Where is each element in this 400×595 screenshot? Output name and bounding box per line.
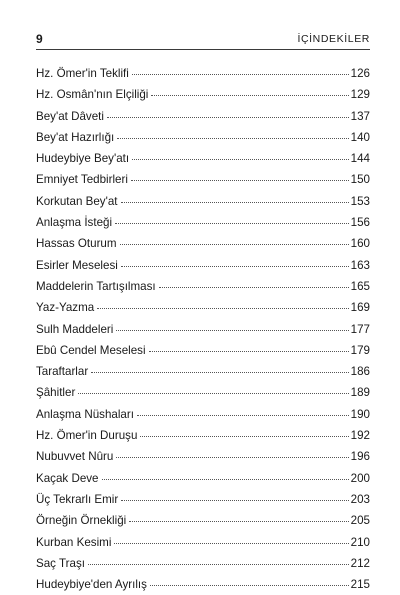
- toc-entry-page: 150: [350, 173, 370, 187]
- toc-entry-title: Anlaşma İsteği: [36, 216, 113, 230]
- toc-entry-page: 205: [350, 514, 370, 528]
- toc-entry: [36, 297, 370, 318]
- toc-dot-leader: [137, 415, 349, 416]
- toc-dot-leader: [121, 266, 349, 267]
- toc-entry-page: 196: [350, 450, 370, 464]
- toc-entry-title: Üç Tekrarlı Emir: [36, 492, 119, 506]
- toc-entry-page: 126: [350, 67, 370, 80]
- section-title: İÇİNDEKİLER: [297, 33, 370, 45]
- toc-entry-page: 165: [350, 279, 370, 293]
- toc-entry-title: Ebû Cendel Meselesi: [36, 343, 146, 357]
- toc-entry-title: Korkutan Bey'at: [36, 194, 118, 208]
- toc-dot-leader: [120, 244, 349, 245]
- toc-entry-title: Yaz-Yazma: [36, 301, 95, 315]
- toc-entry-title: Hudeybiye'den Ayrılış: [36, 578, 147, 592]
- toc-dot-leader: [150, 585, 349, 586]
- toc-entry-page: 156: [350, 216, 370, 230]
- toc-entry-page: 160: [350, 237, 370, 251]
- toc-entry-title: Taraftarlar: [36, 365, 89, 379]
- toc-entry-page: 215: [350, 578, 370, 592]
- toc-dot-leader: [131, 180, 349, 181]
- toc-entry-page: 212: [350, 556, 370, 570]
- toc-entry-title: Esirler Meselesi: [36, 258, 118, 272]
- toc-entry-page: 137: [350, 109, 370, 123]
- toc-entry-title: Nubuvvet Nûru: [36, 450, 114, 464]
- toc-dot-leader: [78, 393, 348, 394]
- toc-entry-page: 192: [350, 429, 370, 443]
- toc-entry-page: 189: [350, 386, 370, 400]
- toc-entry-title: Bey'at Hazırlığı: [36, 130, 115, 144]
- toc-dot-leader: [91, 372, 348, 373]
- toc-entry: [36, 127, 370, 148]
- toc-dot-leader: [159, 287, 349, 288]
- toc-entry: [36, 276, 370, 297]
- toc-entry-title: Anlaşma Nüshaları: [36, 407, 134, 421]
- toc-entry: [36, 212, 370, 233]
- toc-entry-title: Hassas Oturum: [36, 237, 117, 251]
- toc-dot-leader: [140, 436, 348, 437]
- toc-dot-leader: [97, 308, 348, 309]
- toc-entry: [36, 404, 370, 425]
- toc-entry: [36, 63, 370, 84]
- toc-dot-leader: [107, 117, 349, 118]
- toc-entry-title: Hudeybiye Bey'atı: [36, 152, 130, 166]
- toc-entry: [36, 382, 370, 403]
- toc-entry-page: 203: [350, 492, 370, 506]
- toc-dot-leader: [116, 330, 348, 331]
- toc-entry: [36, 84, 370, 105]
- toc-entry: [36, 340, 370, 361]
- toc-entry-title: Hz. Ömer'in Duruşu: [36, 429, 138, 443]
- toc-entry-title: Saç Traşı: [36, 556, 85, 570]
- toc-entry-title: Sulh Maddeleri: [36, 322, 114, 336]
- toc-entry-title: Hz. Osmân'nın Elçiliği: [36, 88, 149, 102]
- toc-entry-title: Örneğin Örnekliği: [36, 514, 127, 528]
- toc-entry-page: 144: [350, 152, 370, 166]
- toc-entry: [36, 361, 370, 382]
- toc-entry-page: 179: [350, 343, 370, 357]
- toc-entry: [36, 574, 370, 595]
- toc-entry-page: 129: [350, 88, 370, 102]
- toc-dot-leader: [114, 543, 348, 544]
- toc-entry: [36, 169, 370, 190]
- toc-entry: [36, 233, 370, 254]
- toc-entry-title: Kurban Kesimi: [36, 535, 112, 549]
- toc-entry-title: Kaçak Deve: [36, 471, 99, 485]
- toc-entry-title: Şâhitler: [36, 386, 76, 400]
- toc-entry: [36, 468, 370, 489]
- page-header: [36, 31, 370, 50]
- toc-dot-leader: [132, 74, 349, 75]
- toc-entry-title: Hz. Ömer'in Teklifi: [36, 67, 129, 80]
- toc-entry-page: 169: [350, 301, 370, 315]
- toc-entry-title: Bey'at Dâveti: [36, 109, 104, 123]
- toc-entry-page: 163: [350, 258, 370, 272]
- toc-dot-leader: [117, 138, 348, 139]
- toc-entry-title: Maddelerin Tartışılması: [36, 279, 156, 293]
- toc-entry-title: Emniyet Tedbirleri: [36, 173, 128, 187]
- toc-dot-leader: [121, 500, 348, 501]
- toc-entry-page: 177: [350, 322, 370, 336]
- toc-entry: [36, 191, 370, 212]
- toc-entry: [36, 148, 370, 169]
- toc-entry: [36, 532, 370, 553]
- toc-entry: [36, 446, 370, 467]
- toc-dot-leader: [121, 202, 349, 203]
- toc-entry: [36, 553, 370, 574]
- toc-entry: [36, 319, 370, 340]
- toc-entry: [36, 489, 370, 510]
- toc-entry: [36, 106, 370, 127]
- toc-entry-page: 153: [350, 194, 370, 208]
- toc-dot-leader: [115, 223, 349, 224]
- toc-dot-leader: [116, 457, 348, 458]
- toc-dot-leader: [102, 479, 349, 480]
- toc-entry: [36, 255, 370, 276]
- toc-entry: [36, 425, 370, 446]
- toc-dot-leader: [129, 521, 348, 522]
- toc-dot-leader: [132, 159, 349, 160]
- page-number: 9: [36, 32, 43, 46]
- toc-entry-page: 190: [350, 407, 370, 421]
- toc-dot-leader: [88, 564, 349, 565]
- toc-entry: [36, 510, 370, 531]
- toc-entry-page: 200: [350, 471, 370, 485]
- table-of-contents: [36, 63, 370, 595]
- toc-entry-page: 140: [350, 130, 370, 144]
- toc-entry-page: 210: [350, 535, 370, 549]
- toc-dot-leader: [151, 95, 348, 96]
- toc-dot-leader: [149, 351, 349, 352]
- toc-entry-page: 186: [350, 365, 370, 379]
